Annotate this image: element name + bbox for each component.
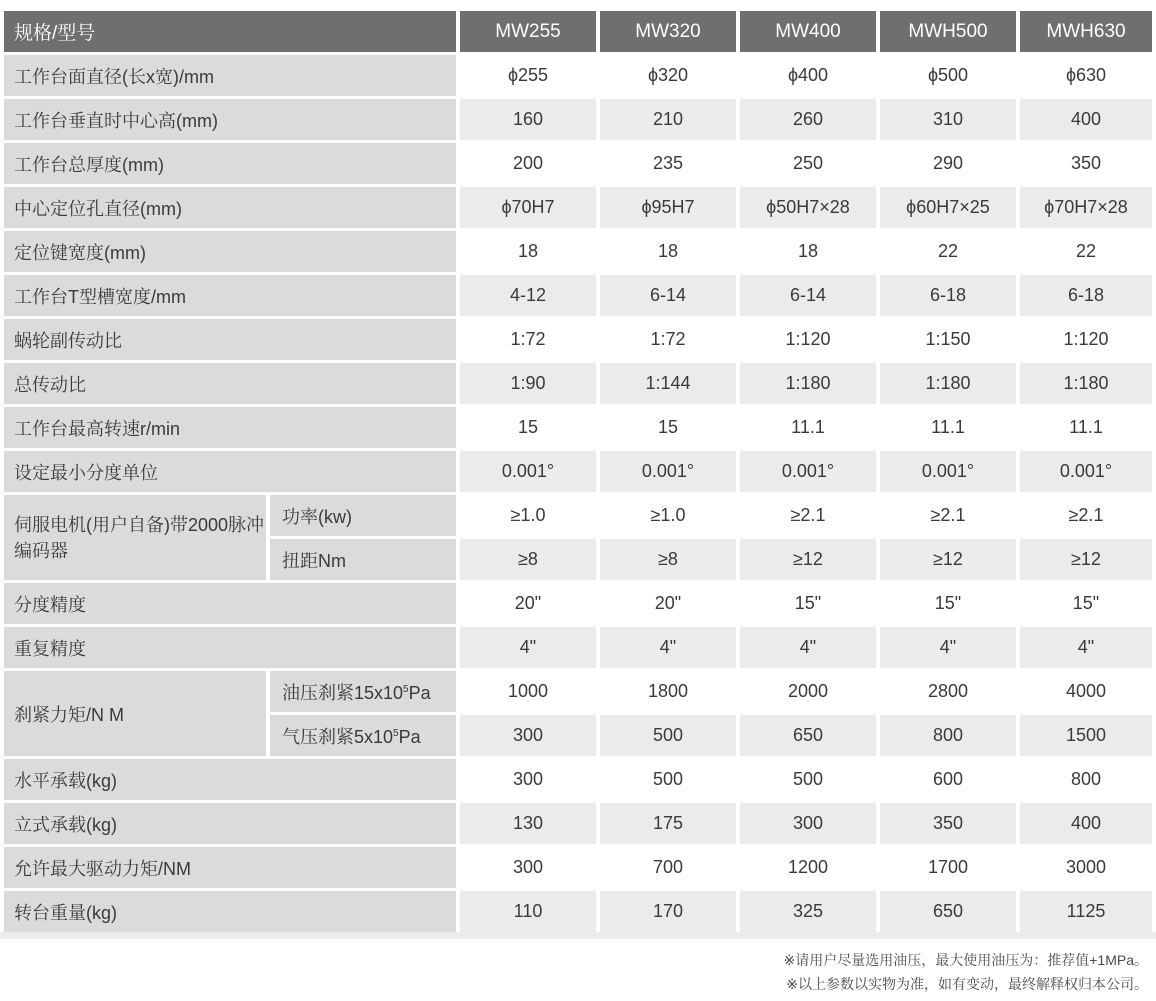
value-cell: 500 (600, 759, 736, 800)
value-cell: ϕ60H7×25 (880, 187, 1016, 228)
value-cell: 0.001° (740, 451, 876, 492)
value-cell: 15" (740, 583, 876, 624)
row-label: 中心定位孔直径(mm) (4, 187, 456, 228)
servo-sub-label: 扭距Nm (270, 539, 456, 580)
brake-sub-label-text: 气压刹紧5x10 (282, 726, 394, 747)
row-label: 立式承载(kg) (4, 803, 456, 844)
table-row (4, 231, 1152, 272)
row-label: 工作台面直径(长x宽)/mm (4, 55, 456, 96)
value-cell: 300 (460, 715, 596, 756)
value-cell: 260 (740, 99, 876, 140)
value-cell: 1:120 (1020, 319, 1152, 360)
row-label: 水平承载(kg) (4, 759, 456, 800)
value-cell: 18 (460, 231, 596, 272)
brake-sub-label-exponent: 5 (393, 727, 399, 739)
header-row (4, 11, 1152, 52)
value-cell: 110 (460, 891, 596, 932)
value-cell: 1:180 (740, 363, 876, 404)
value-cell: ϕ50H7×28 (740, 187, 876, 228)
row-label: 转台重量(kg) (4, 891, 456, 932)
value-cell: 1200 (740, 847, 876, 888)
row-label: 蜗轮副传动比 (4, 319, 456, 360)
value-cell: 290 (880, 143, 1016, 184)
value-cell: 650 (740, 715, 876, 756)
row-label: 工作台总厚度(mm) (4, 143, 456, 184)
value-cell: 650 (880, 891, 1016, 932)
value-cell: 22 (880, 231, 1016, 272)
servo-group-label: 伺服电机(用户自备)带2000脉冲编码器 (4, 495, 266, 580)
value-cell: 6-18 (1020, 275, 1152, 316)
value-cell: ≥2.1 (1020, 495, 1152, 536)
value-cell: 6-14 (600, 275, 736, 316)
value-cell: 20" (460, 583, 596, 624)
value-cell: 1:120 (740, 319, 876, 360)
value-cell: 800 (1020, 759, 1152, 800)
table-row (4, 495, 1152, 536)
brake-sub-label (270, 671, 456, 712)
table-row (4, 847, 1152, 888)
table-row (4, 583, 1152, 624)
value-cell: 1:72 (600, 319, 736, 360)
value-cell: 170 (600, 891, 736, 932)
value-cell: ϕ400 (740, 55, 876, 96)
value-cell: 20" (600, 583, 736, 624)
brake-group-label: 刹紧力矩/N M (4, 671, 266, 756)
value-cell: 700 (600, 847, 736, 888)
footnote-2: ※以上参数以实物为准，如有变动，最终解释权归本公司。 (786, 976, 1148, 992)
value-cell: 1125 (1020, 891, 1152, 932)
row-label: 工作台最高转速r/min (4, 407, 456, 448)
table-bottom-bar (0, 932, 1156, 939)
value-cell: ≥1.0 (600, 495, 736, 536)
value-cell: 175 (600, 803, 736, 844)
value-cell: 1:150 (880, 319, 1016, 360)
table-row (4, 363, 1152, 404)
value-cell: 18 (600, 231, 736, 272)
value-cell: ϕ70H7×28 (1020, 187, 1152, 228)
table-row (4, 319, 1152, 360)
table-row (4, 99, 1152, 140)
row-label: 设定最小分度单位 (4, 451, 456, 492)
value-cell: 15" (1020, 583, 1152, 624)
footnotes (784, 948, 1148, 996)
brake-sub-label-unit: Pa (398, 726, 421, 747)
value-cell: 500 (600, 715, 736, 756)
table-row (4, 627, 1152, 668)
table-row (4, 759, 1152, 800)
value-cell: ≥8 (460, 539, 596, 580)
value-cell: ≥2.1 (740, 495, 876, 536)
value-cell: 11.1 (1020, 407, 1152, 448)
value-cell: ϕ95H7 (600, 187, 736, 228)
value-cell: 400 (1020, 803, 1152, 844)
value-cell: 1:90 (460, 363, 596, 404)
value-cell: 600 (880, 759, 1016, 800)
value-cell: 300 (740, 803, 876, 844)
value-cell: ϕ630 (1020, 55, 1152, 96)
value-cell: 6-18 (880, 275, 1016, 316)
value-cell: 18 (740, 231, 876, 272)
value-cell: 210 (600, 99, 736, 140)
table-row (4, 187, 1152, 228)
value-cell: 6-14 (740, 275, 876, 316)
value-cell: 0.001° (600, 451, 736, 492)
value-cell: 310 (880, 99, 1016, 140)
header-model: MWH500 (880, 11, 1016, 52)
value-cell: 350 (1020, 143, 1152, 184)
table-row (4, 891, 1152, 932)
value-cell: 1:72 (460, 319, 596, 360)
brake-sub-label-unit: Pa (408, 682, 431, 703)
header-model: MW255 (460, 11, 596, 52)
header-model: MW400 (740, 11, 876, 52)
header-model: MWH630 (1020, 11, 1152, 52)
value-cell: 15" (880, 583, 1016, 624)
value-cell: 235 (600, 143, 736, 184)
value-cell: 1700 (880, 847, 1016, 888)
table-row (4, 143, 1152, 184)
value-cell: 0.001° (1020, 451, 1152, 492)
header-spec-label: 规格/型号 (4, 11, 456, 52)
table-row (4, 275, 1152, 316)
value-cell: ≥12 (880, 539, 1016, 580)
value-cell: 200 (460, 143, 596, 184)
value-cell: 350 (880, 803, 1016, 844)
row-label: 工作台垂直时中心高(mm) (4, 99, 456, 140)
value-cell: 250 (740, 143, 876, 184)
value-cell: 300 (460, 847, 596, 888)
row-label: 重复精度 (4, 627, 456, 668)
row-label: 总传动比 (4, 363, 456, 404)
footnote-1: ※请用户尽量选用油压，最大使用油压为：推荐值+1MPa。 (783, 952, 1148, 968)
value-cell: ≥8 (600, 539, 736, 580)
value-cell: 1:180 (880, 363, 1016, 404)
brake-sub-label-exponent: 5 (403, 683, 409, 695)
value-cell: 2800 (880, 671, 1016, 712)
value-cell: 1:144 (600, 363, 736, 404)
brake-sub-label-text: 油压刹紧15x10 (282, 682, 404, 703)
value-cell: ϕ255 (460, 55, 596, 96)
value-cell: 4-12 (460, 275, 596, 316)
spec-table (0, 8, 1156, 935)
value-cell: 400 (1020, 99, 1152, 140)
value-cell: 11.1 (880, 407, 1016, 448)
servo-sub-label: 功率(kw) (270, 495, 456, 536)
value-cell: ϕ320 (600, 55, 736, 96)
value-cell: 0.001° (460, 451, 596, 492)
value-cell: 2000 (740, 671, 876, 712)
value-cell: 1800 (600, 671, 736, 712)
value-cell: 325 (740, 891, 876, 932)
value-cell: 1000 (460, 671, 596, 712)
value-cell: ϕ500 (880, 55, 1016, 96)
table-row (4, 671, 1152, 712)
value-cell: 15 (600, 407, 736, 448)
value-cell: ϕ70H7 (460, 187, 596, 228)
table-row (4, 803, 1152, 844)
value-cell: 1500 (1020, 715, 1152, 756)
value-cell: ≥12 (1020, 539, 1152, 580)
value-cell: 160 (460, 99, 596, 140)
table-row (4, 407, 1152, 448)
row-label: 定位键宽度(mm) (4, 231, 456, 272)
value-cell: 1:180 (1020, 363, 1152, 404)
value-cell: 4" (600, 627, 736, 668)
value-cell: 4" (460, 627, 596, 668)
header-model: MW320 (600, 11, 736, 52)
value-cell: 11.1 (740, 407, 876, 448)
value-cell: 130 (460, 803, 596, 844)
value-cell: 4" (740, 627, 876, 668)
row-label: 工作台T型槽宽度/mm (4, 275, 456, 316)
value-cell: 300 (460, 759, 596, 800)
value-cell: 0.001° (880, 451, 1016, 492)
value-cell: 4" (880, 627, 1016, 668)
value-cell: 22 (1020, 231, 1152, 272)
value-cell: 3000 (1020, 847, 1152, 888)
row-label: 允许最大驱动力矩/NM (4, 847, 456, 888)
value-cell: 500 (740, 759, 876, 800)
value-cell: 4" (1020, 627, 1152, 668)
value-cell: ≥2.1 (880, 495, 1016, 536)
value-cell: 15 (460, 407, 596, 448)
brake-sub-label (270, 715, 456, 756)
value-cell: 800 (880, 715, 1016, 756)
value-cell: ≥1.0 (460, 495, 596, 536)
table-row (4, 451, 1152, 492)
value-cell: ≥12 (740, 539, 876, 580)
value-cell: 4000 (1020, 671, 1152, 712)
row-label: 分度精度 (4, 583, 456, 624)
table-row (4, 55, 1152, 96)
